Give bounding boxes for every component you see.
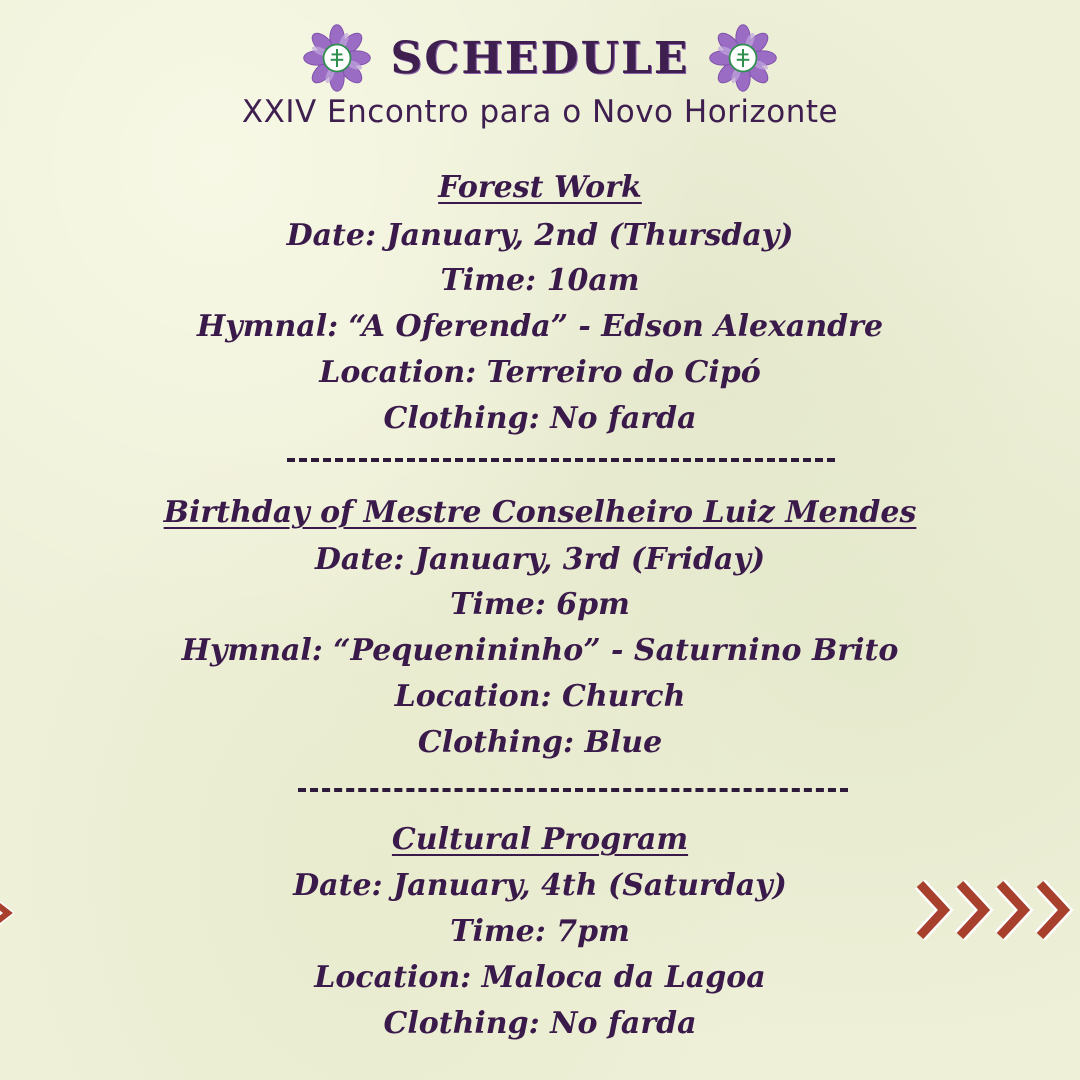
section-divider [287,458,835,462]
event-location: Location: Terreiro do Cipó [319,355,761,390]
chevron-right-icon [0,895,14,931]
event-clothing: Clothing: Blue [417,725,663,760]
event-location: Location: Maloca da Lagoa [314,960,766,995]
page-subtitle: XXIV Encontro para o Novo Horizonte [241,94,839,130]
event-hymnal: Hymnal: “Pequenininho” - Saturnino Brito [181,633,899,668]
event-time: Time: 6pm [450,587,630,622]
event-title: Birthday of Mestre Conselheiro Luiz Mendes [163,495,917,530]
event-date: Date: January, 2nd (Thursday) [286,218,794,253]
event-time: Time: 10am [440,263,640,298]
event-location: Location: Church [394,679,686,714]
lotus-emblem-icon [301,22,373,94]
event-date: Date: January, 4th (Saturday) [293,868,787,903]
event-title: Forest Work [438,170,642,205]
lotus-emblem-icon [707,22,779,94]
event-date: Date: January, 3rd (Friday) [314,542,766,577]
section-divider [298,788,848,792]
event-clothing: Clothing: No farda [383,1006,697,1041]
event-time: Time: 7pm [450,914,630,949]
schedule-header [0,18,1080,98]
page-title: SCHEDULE [390,32,690,84]
event-title: Cultural Program [391,822,689,857]
chevron-right-icon [912,878,1080,942]
event-hymnal: Hymnal: “A Oferenda” - Edson Alexandre [196,309,884,344]
event-clothing: Clothing: No farda [383,401,697,436]
